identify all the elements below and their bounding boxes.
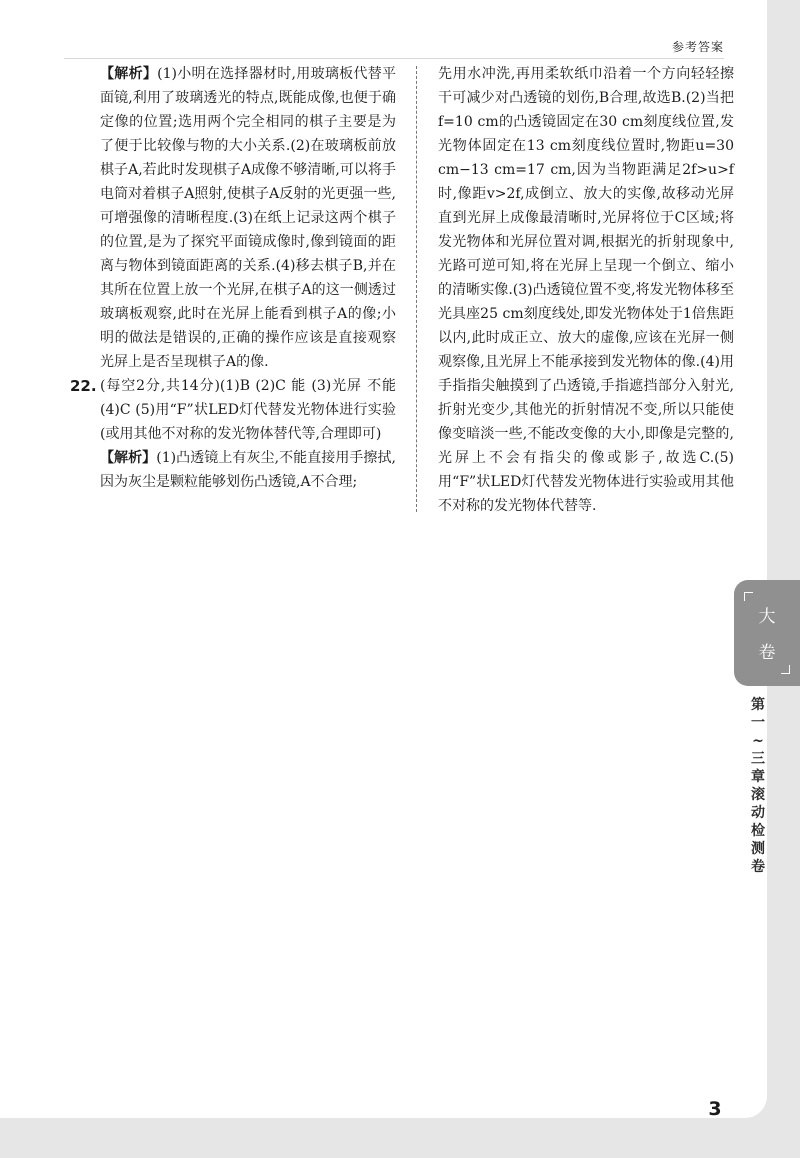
- side-label-char: 检: [751, 823, 765, 839]
- analysis-text: (1)小明在选择器材时,用玻璃板代替平面镜,利用了玻璃透光的特点,既能成像,也便于确定像的位置;选用两个完全相同的棋子主要是为了便于比较像与物的大小关系.(2)在玻璃板前放棋子A,若此时发现棋子A成像不够清晰,可以将手电筒对着棋子A照射,使棋子A反射的光更强一些,可增强像的清晰程度.(3)在纸上记录这两个棋子的位置,是为了探究平面镜成像时,像到镜面的距离与物体到镜面距离的关系.(4)移去棋子B,并在其所在位置上放一个光屏,在棋子A的这一侧透过玻璃板观察,此时在光屏上能看到棋子A的像;小明的做法是错误的,正确的操作应该是直接观察光屏上是否呈现棋子A的像.: [100, 66, 397, 370]
- question-22: [70, 374, 396, 446]
- analysis-label: 【解析】: [100, 66, 158, 82]
- side-label-char: 测: [751, 841, 765, 857]
- page-header-title: 参考答案: [671, 40, 724, 54]
- header-rule: [64, 58, 724, 59]
- side-label-char: 一: [751, 715, 765, 731]
- side-label-char: ~: [752, 733, 764, 749]
- side-label-char: 第: [751, 697, 765, 713]
- side-label-char: 动: [751, 805, 765, 821]
- side-tab-char: 卷: [758, 643, 776, 663]
- analysis-continuation: 先用水冲洗,再用柔软纸巾沿着一个方向轻轻擦干可减少对凸透镜的划伤,B合理,故选B.(2)当把f=10 cm的凸透镜固定在30 cm刻度线位置,发光物体固定在13 cm刻度线位置时,物距u=30 cm−13 cm=17 cm,因为当物距满足2f>u>f时,像距v>2f,成倒立、放大的实像,故移动光屏直到光屏上成像最清晰时,光屏将位于C区域;将发光物体和光屏位置对调,根据光的折射现象中,光路可逆可知,将在光屏上呈现一个倒立、缩小的清晰实像.(3)凸透镜位置不变,将发光物体移至光具座25 cm刻度线处,即发光物体处于1倍焦距以内,此时成正立、放大的虚像,应该在光屏一侧观察像,且光屏上不能承接到发光物体的像.(4)用手指指尖触摸到了凸透镜,手指遮挡部分入射光,折射光变少,其他光的折射情况不变,所以只能使像变暗淡一些,不能改变像的大小,即像是完整的,光屏上不会有指尖的像或影子,故选C.(5)用“F”状LED灯代替发光物体进行实验或用其他不对称的发光物体代替等.: [438, 66, 734, 514]
- side-tab-char: 大: [758, 607, 776, 627]
- side-label-char: 章: [751, 769, 765, 785]
- corner-bracket-icon: [744, 592, 753, 601]
- analysis-text: (1)凸透镜上有灰尘,不能直接用手擦拭,因为灰尘是颗粒能够划伤凸透镜,A不合理;: [100, 450, 397, 490]
- side-label-char: 滚: [751, 787, 765, 803]
- analysis-paragraph-1: [100, 62, 396, 374]
- question-number: 22.: [70, 377, 97, 395]
- right-column: [438, 62, 734, 518]
- analysis-label: 【解析】: [100, 450, 157, 466]
- side-tab: [734, 580, 800, 686]
- side-label-char: 三: [751, 751, 765, 767]
- left-column: [70, 62, 397, 494]
- analysis-paragraph-2: [100, 446, 396, 494]
- corner-bracket-icon: [781, 665, 790, 674]
- page-number: 3: [708, 1098, 722, 1120]
- column-divider: [416, 66, 417, 512]
- side-label-char: 卷: [751, 859, 765, 875]
- question-22-answer: (每空2分,共14分)(1)B (2)C 能 (3)光屏 不能 (4)C (5)用“F”状LED灯代替发光物体进行实验(或用其他不对称的发光物体替代等,合理即可): [100, 378, 396, 442]
- side-chapter-label: [738, 696, 778, 876]
